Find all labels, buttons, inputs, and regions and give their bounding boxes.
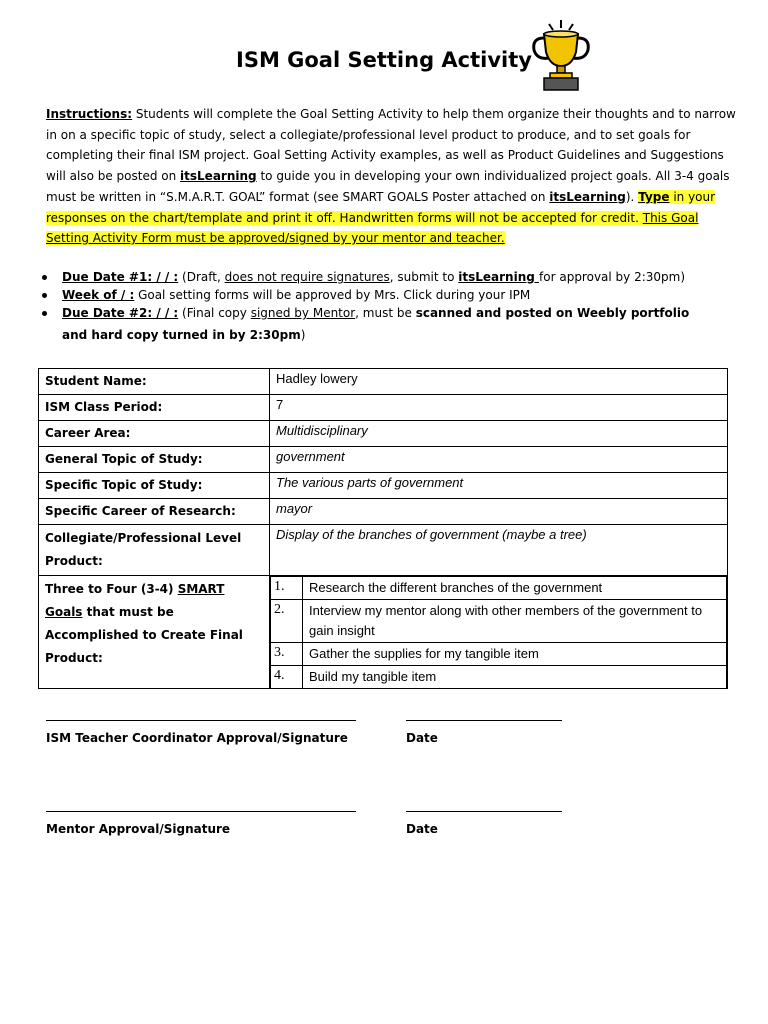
table-row	[39, 473, 728, 499]
mentor-date-label: Date	[406, 822, 438, 836]
class-period-value[interactable]: 7	[270, 395, 728, 421]
table-row	[39, 499, 728, 525]
goal-row: 4. Build my tangible item	[271, 666, 727, 689]
goal-4-text[interactable]: Build my tangible item	[303, 666, 727, 689]
table-row	[39, 447, 728, 473]
career-research-label: Specific Career of Research:	[39, 499, 270, 525]
itslearning-link: itsLearning	[180, 169, 257, 184]
due-dates-list	[38, 268, 738, 344]
goal-row: 1. Research the different branches of the government	[271, 577, 727, 600]
goal-form-table	[38, 368, 728, 689]
general-topic-label: General Topic of Study:	[39, 447, 270, 473]
specific-topic-value[interactable]: The various parts of government	[270, 473, 728, 499]
student-name-label: Student Name:	[39, 369, 270, 395]
career-research-value[interactable]: mayor	[270, 499, 728, 525]
page-title: ISM Goal Setting Activity	[236, 48, 532, 72]
career-area-label: Career Area:	[39, 421, 270, 447]
goal-2-text[interactable]: Interview my mentor along with other members of the government to gain insight	[303, 600, 727, 643]
goal-1-text[interactable]: Research the different branches of the government	[303, 577, 727, 600]
table-row	[39, 576, 728, 689]
instructions: Instructions: Students will complete the Goal Setting Activity to help them organize their thoughts and to narrow in on a specific topic of study, select a collegiate/professional level product to produce, and to set goals for completing their final ISM project. Goal Setting Activity examples, as well as Product Guidelines and Suggestions will also be posted on itsLearning to guide you in developing your own individualized project goals. All 3-4 goals must be written in “S.M.A.R.T. GOAL” format (see SMART GOALS Poster attached on itsLearning). Type in your responses on the chart/template and print it off. Handwritten forms will not be accepted for credit. This Goal Setting Activity Form must be approved/signed by your mentor and teacher.	[46, 107, 736, 246]
general-topic-value[interactable]: government	[270, 447, 728, 473]
class-period-label: ISM Class Period:	[39, 395, 270, 421]
product-value[interactable]: Display of the branches of government (maybe a tree)	[270, 525, 728, 576]
goals-list	[270, 576, 727, 688]
list-item: Due Date #2: / / : (Final copy signed by Mentor, must be scanned and posted on Weebly portfolio and hard copy turned in by 2:30pm)	[38, 304, 738, 344]
mentor-signature-line[interactable]	[46, 811, 356, 812]
mentor-signature-label: Mentor Approval/Signature	[46, 822, 231, 836]
teacher-signature-label: ISM Teacher Coordinator Approval/Signature	[46, 731, 348, 745]
teacher-date-line[interactable]	[406, 720, 562, 721]
instructions-label: Instructions:	[46, 107, 133, 121]
goals-label: Three to Four (3-4) SMART Goals that must be Accomplished to Create Final Product:	[39, 576, 270, 689]
table-row	[39, 395, 728, 421]
specific-topic-label: Specific Topic of Study:	[39, 473, 270, 499]
table-row	[39, 421, 728, 447]
product-label: Collegiate/Professional Level Product:	[39, 525, 270, 576]
goal-row: 3. Gather the supplies for my tangible item	[271, 643, 727, 666]
table-row	[39, 525, 728, 576]
mentor-date-line[interactable]	[406, 811, 562, 812]
list-item: Due Date #1: / / : (Draft, does not require signatures, submit to itsLearning for approval by 2:30pm)	[38, 268, 738, 286]
trophy-icon	[530, 18, 592, 92]
list-item: Week of / : Goal setting forms will be approved by Mrs. Click during your IPM	[38, 286, 738, 304]
teacher-date-label: Date	[406, 731, 438, 745]
table-row	[39, 369, 728, 395]
student-name-value[interactable]: Hadley lowery	[270, 369, 728, 395]
goal-row: 2. Interview my mentor along with other members of the government to gain insight	[271, 600, 727, 643]
teacher-signature-line[interactable]	[46, 720, 356, 721]
career-area-value[interactable]: Multidisciplinary	[270, 421, 728, 447]
goal-3-text[interactable]: Gather the supplies for my tangible item	[303, 643, 727, 666]
